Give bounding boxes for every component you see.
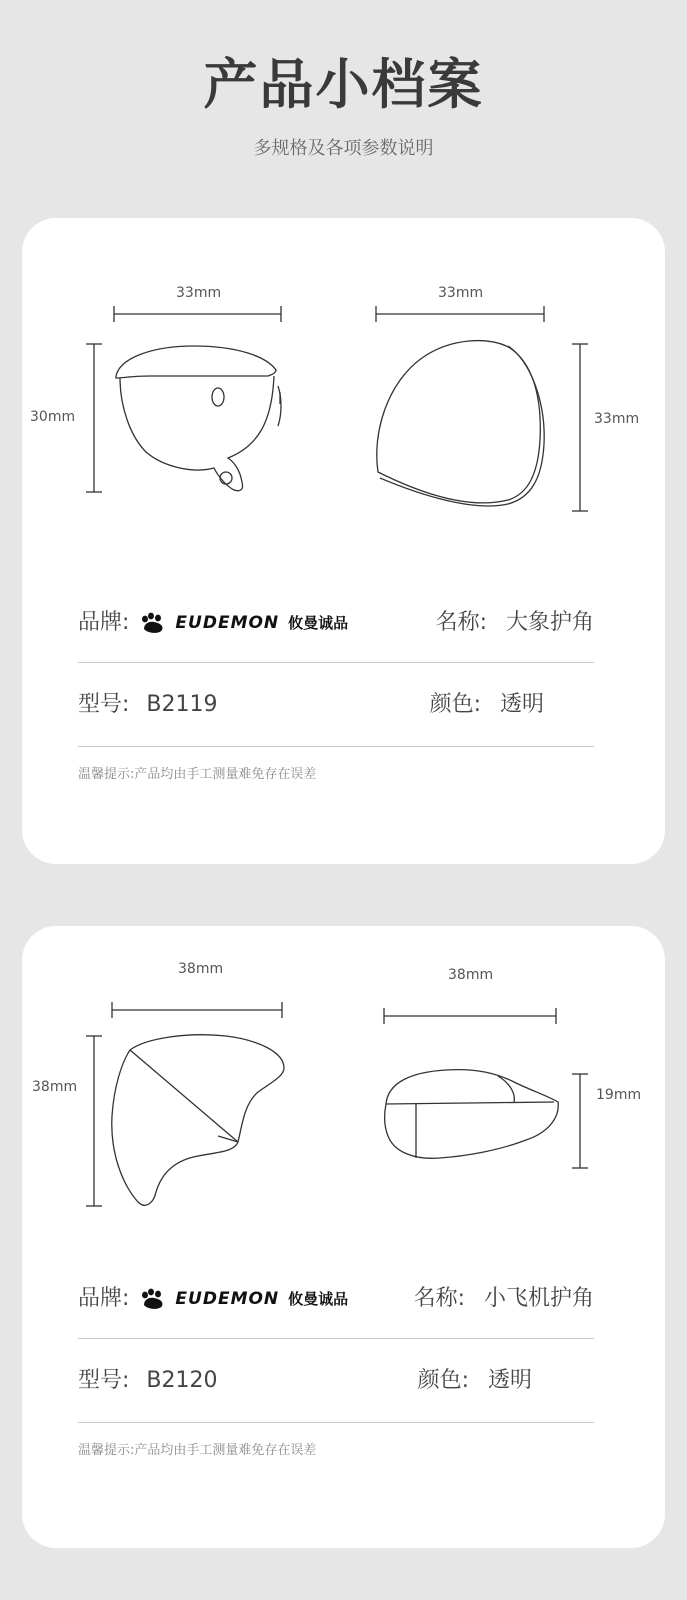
model-label: 型号: [78,692,130,717]
brand-cn-name: 攸曼诚品 [288,614,349,632]
model-value: B2120 [146,1368,218,1393]
color-label: 颜色: [417,1368,469,1393]
brand-label: 品牌: [78,1286,130,1311]
side-width-label: 38mm [178,961,224,977]
model-color-row [78,690,594,720]
model-color-row [78,1366,594,1396]
name-label: 名称: [413,1286,465,1311]
name-value: 大象护角 [505,610,594,635]
product-card-b2119 [22,218,665,864]
top-height-label: 33mm [594,411,640,427]
top-width-label: 38mm [448,967,494,983]
paw-icon [140,1288,166,1310]
color-label: 颜色: [429,692,481,717]
measurement-note: 温馨提示:产品均由手工测量难免存在误差 [78,1443,317,1458]
brand-label: 品牌: [78,610,130,635]
brand-cn-name: 攸曼诚品 [288,1290,349,1308]
product-card-b2120 [22,926,665,1548]
divider [78,662,594,663]
side-height-label: 30mm [30,409,76,425]
divider [78,1338,594,1339]
page-subtitle: 多规格及各项参数说明 [253,138,434,159]
brand-name-row [78,608,594,638]
page-header [0,0,687,210]
brand-wordmark: EUDEMON [175,613,280,633]
brand-name-row [78,1284,594,1314]
measurement-note: 温馨提示:产品均由手工测量难免存在误差 [78,767,317,782]
brand-logo [140,1284,348,1314]
page-title: 产品小档案 [203,53,484,116]
brand-logo [140,608,348,638]
color-value: 透明 [487,1368,532,1393]
top-height-label: 19mm [596,1087,642,1103]
model-value: B2119 [146,692,218,717]
color-value: 透明 [499,692,544,717]
name-value: 小飞机护角 [483,1286,594,1311]
name-label: 名称: [435,610,487,635]
divider [78,1422,594,1423]
dimension-diagram [22,926,665,1226]
side-height-label: 38mm [32,1079,78,1095]
side-width-label: 33mm [176,285,222,301]
top-width-label: 33mm [438,285,484,301]
divider [78,746,594,747]
model-label: 型号: [78,1368,130,1393]
dimension-diagram [22,218,665,518]
paw-icon [140,612,166,634]
brand-wordmark: EUDEMON [175,1289,280,1309]
